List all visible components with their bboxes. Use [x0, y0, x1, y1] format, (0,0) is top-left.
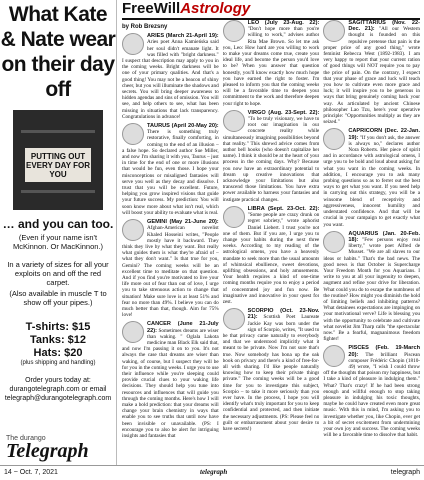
horoscope-entry — [122, 321, 219, 439]
ad-tagline: … and you can too. — [2, 217, 114, 231]
horoscope-entry — [323, 128, 420, 227]
logo-name: Telegraph — [6, 440, 89, 462]
sign-title: ARIES (March 21-April 19): — [147, 33, 219, 40]
sign-text: There is something truly restorative, finally comforting, in coming to the end of an illusion – a false hope. So declared author Sue Miller, and now I'm sharing it with you, Taurus – just in time for the end of one or more illusions that would be fun, even those. I hope your misconceptions or misaligned fantasies will serve you well as they decay and dissolve. I trust that you will be excellent. Future, helping you grow inspired visions that guide your future success. My prediction: You will soon know more about what isn't real, which will boost your ability to evaluate what is real. — [122, 129, 219, 216]
sign-title: CAPRICORN (Dec. 22-Jan. 19): — [348, 128, 420, 141]
horoscope-entry — [122, 123, 219, 216]
horoscope-entry — [122, 219, 219, 318]
page-number: 14 ~ Oct. 7, 2021 — [4, 469, 58, 476]
price-tshirt: T-shirts: $15 — [25, 321, 91, 333]
column-1 — [122, 20, 219, 442]
order-info — [0, 376, 116, 403]
sign-text: "If you don't ask, the answer is always no," declares author Nora Roberts. Her piece of spirit and in accordance with astrological omens, I urge you to be bold and loud about asking for what you want in the coming weeks. In addition, I encourage you to ask many probing questions so as to ferret out the best ways to get what you want. If you need help in carrying out this strategy, you will be a winsome blend of receptivity and aggressiveness, innocent humility and understated confidence. And that will be crucial in your campaign to get exactly what you want. — [323, 134, 420, 228]
title-astrology: Astrology — [180, 0, 251, 17]
order-line[interactable]: durangotelegraph.com or email — [9, 386, 107, 393]
goat-icon — [323, 128, 345, 150]
column-3 — [323, 20, 420, 442]
logo-the: The durango — [6, 435, 46, 442]
column-2 — [223, 20, 320, 442]
ram-icon — [122, 33, 144, 55]
order-line: Order yours today at: — [25, 377, 91, 384]
horoscope-entry — [323, 20, 420, 125]
sign-title: TAURUS (April 20-May 20): — [147, 123, 219, 130]
scorpion-icon — [223, 308, 245, 330]
archer-icon — [323, 20, 345, 42]
sign-text: "Some people are crazy drunk on regret sobriety," wrote aphorist Daniel Liebert. I trust you're not one of them. But if you are, I urge you to change your habits during the next three weeks. According to my reading of the astrological omens, you have a heavenly mandate to seek more than the usual amounts of whimsical ebullience, sweet devotions, uplifting obsessions, and holy amusements. Your health requires a kind of one-time coming months require you to enjoy a period of concentrated joy and fun now. Be imaginative and innovative in your quest for zest. — [222, 212, 320, 305]
byline: by Rob Brezsny — [122, 24, 168, 30]
sign-title: SCORPIO (Oct. 23-Nov. 21): — [247, 308, 320, 321]
astrology-column — [122, 0, 420, 465]
sign-title: LEO (July 23-Aug. 22): — [247, 20, 320, 26]
sign-text: "Few persons enjoy real liberty," wrote poet Alfred de Musset. "We are all slaves to our ideas or habits." That's the bad news. The good news is that October is Supercharge Your Freedom Month for you Aquarians. I write to you at all your ingenuity to deepen, augment and refine your drive for liberation. What could you do to escape the numbness of the routine? How might you diminish the hold of limiting beliefs and inhibiting patterns? What detainees expectations are impinging on your motivational verve? Life is blessing you with the opportunity to celebrate and cultivate what novelist Jim Tharp calls "the spectacular now." Be a fearful, magnanimous freedom fighter! — [323, 236, 420, 343]
sign-text: "All our Western thought is founded on this repulsive pretense that pain is the proper price of any good thing," wrote feminist Rebecca West (1892-1983). I am very happy to report that your current ration of good things will NOT require you to pay the price of pain. On the contrary, I expect that your phase of grace and luck will teach you how to cultivate even more grace and luck; it will inspire you to be generous in ways that bring genuinely coming back your way. As articulated by ancient Chinese philosopher Lao Tzu, here's your operative principle: "Opportunities multiply as they are seized." — [323, 26, 420, 126]
sign-text: Aries poet Anna Kamieńska said her soul didn't emanate light. It was filled with "bright darkness." I suspect that description may apply to you in the coming weeks. Bright darkness will be one of your primary qualities. And that's a good thing! You may not be a beacon of shiny cheer, but you will illuminate the shadows and secrets. You will bring deeper awareness to hidden agendas and sins of omission. You will see, and help others to see, what has been missing in situations that lack transparency. Congratulations in advance! — [122, 39, 219, 120]
shipping-note: (plus shipping and handling) — [20, 360, 96, 366]
sign-title: VIRGO (Aug. 23-Sept. 22): — [247, 109, 320, 116]
sign-title: LIBRA (Sept. 23-Oct. 22): — [247, 205, 320, 212]
ad-sizes: In a variety of sizes for all your exploits on and off the red carpet. — [7, 260, 109, 287]
footer-right: telegraph — [390, 469, 420, 476]
lion-icon — [223, 20, 245, 42]
sign-title: PISCES (Feb. 19-March 20): — [348, 345, 420, 358]
sign-title: GEMINI (May 21-June 20): — [147, 219, 219, 226]
horoscope-entry — [223, 308, 320, 432]
sign-text: Scottish Poet Laureate Jackie Kay was born under the sign of Scorpio, writes, "It used to be that privacy came naturally to everybody and that we understood implicitly what it meant to be private. Now I'm not sure that's true. Now somebody has bona up the oak book on privacy and there's a kind of free-for-all with sharing. I'd like people naturally knowing how to keep their private things private." The coming weeks will be a good time for you to investigate this subject, Scorpio – to take it more seriously than you ever have. In the process, I hope you will identify what's truly important for you to keep confidential and protected, and then initiate the necessary adjustments. (PS: Please feel no guilt or embarrassment about your desire to have secrets!) — [222, 314, 320, 432]
horoscope-columns — [122, 20, 420, 442]
water-bearer-icon — [323, 231, 345, 253]
tshirt-photo — [13, 110, 103, 210]
price-hat: Hats: $20 — [33, 347, 83, 359]
sign-text: "To be truly visionary, we have to root our imagination in our concrete reality while simultaneously imagining possibilities beyond that reality." This shrewd advice comes from author bell hooks (who doesn't capitalize her name). I think it should be at the heart of your process in the coming days. Why? Because you now have an extraordinary potential to dream up creative innovations that acknowledge your limitations but also transcend those limitations. You have extra power available to harness your fantasies and instigate practical changes. — [222, 116, 320, 203]
horoscope-entry — [323, 231, 420, 343]
sign-text: The brilliant Piscean composer Frédéric Chopin (1810-49) wrote, "I wish I could throw off the thoughts that poison my happiness, but I take a kind of pleasure in indulging them." What? That's crazy! If he had been strong enough and willful enough to stop taking pleasure in indulging his toxic thoughts, maybe he could have created even more great music. With this in mind, I'm asking you to investigate whether you, like Chopin, ever get a bit of secret excitement from undermining your own joy and success. The coming weeks will be a favorable time to dissolve that habit. — [323, 351, 420, 439]
price-list — [0, 321, 116, 360]
title-free: Free — [122, 0, 154, 17]
footer-logo: telegraph — [200, 468, 228, 476]
shirt-stripe — [21, 130, 95, 133]
sidebar-ad — [0, 0, 117, 465]
price-tank: Tanks: $12 — [29, 334, 87, 346]
bull-icon — [122, 123, 144, 145]
ad-muscle-t: (Also available in muscle T to show off your pipes.) — [9, 289, 107, 307]
horoscope-entry — [323, 345, 420, 438]
scales-icon — [223, 206, 245, 228]
fish-icon — [323, 345, 345, 367]
crab-icon — [122, 321, 144, 343]
horoscope-entry — [223, 110, 320, 203]
page-title — [122, 0, 420, 20]
ad-headline: What Kate & Nate wear on their day off — [0, 3, 116, 101]
sign-title: AQUARIUS (Jan. 20-Feb. 18): — [348, 230, 420, 243]
sign-title: CANCER (June 21-July 22): — [147, 321, 219, 334]
horoscope-entry — [223, 20, 320, 107]
horoscope-entry — [122, 33, 219, 120]
telegraph-logo — [6, 435, 110, 463]
shirt-print: PUTTING OUT EVERY DAY FOR YOU — [25, 148, 91, 182]
maiden-icon — [223, 110, 245, 132]
shirt-stripe — [21, 190, 95, 193]
ad-note: (Even if your name isn't McKinnon. Or MacKinnon.) — [12, 233, 104, 251]
sign-title: SAGITTARIUS (Nov. 22-Dec. 21): — [348, 20, 420, 33]
page-footer — [0, 465, 424, 480]
order-line[interactable]: telegraph@durangotelegraph.com — [4, 395, 112, 402]
title-will: Will — [153, 0, 181, 17]
horoscope-entry — [223, 206, 320, 305]
sign-text: "Don't hope more than you're willing to work," advises author Rita Mae Brown. So let me ask you, Leo: How hard are you willing to work to make your dreams come true, create your ideal life, and become the person you'd love to be? When you answer that question honestly, you'll know exactly how much hope you have earned the right to foster. I'm pleased to inform you that the coming weeks will be a favorable time to deepen your commitment to the work and therefore deepen your right to hope. — [222, 26, 320, 107]
twins-icon — [122, 219, 144, 241]
sign-text: Afghan-American novelist Khaled Hosseini writes, "People mostly have it backward. They think they live by what they want. But really what guides them is what they're afraid of – what they don't want." Is that true for you, Gemini? The coming weeks will be an excellent time to meditate on that question. And if you find you're motivated to live your life more out of fear than out of love, I urge you to take strenuous action to change that situation! Make sure love is at least 51% and fear no more than 49%. I believe you can do much better than that, though. Aim for 75% love! — [122, 225, 219, 319]
sign-text: Sometimes dreams are wiser than waking. " Oglala Lakota medicine man Black Elk said that, and now I'm passing it on to you. It's not always the case that dreams are wiser than waking, of course, but I suspect they will be for you in the coming weeks. I urge you to use their influence while you're sleeping could provide crucial clues to your waking life decisions. They should help you tune into resources and influences that will guide you through the coming months. Here's how I will make a bold prediction: that your dreams will change your brain chemistry in ways that enable you to see truths that until now have been invisible or unavailable. (PS: I encourage you to also be alert for intriguing insights and fantasies that — [122, 327, 219, 439]
